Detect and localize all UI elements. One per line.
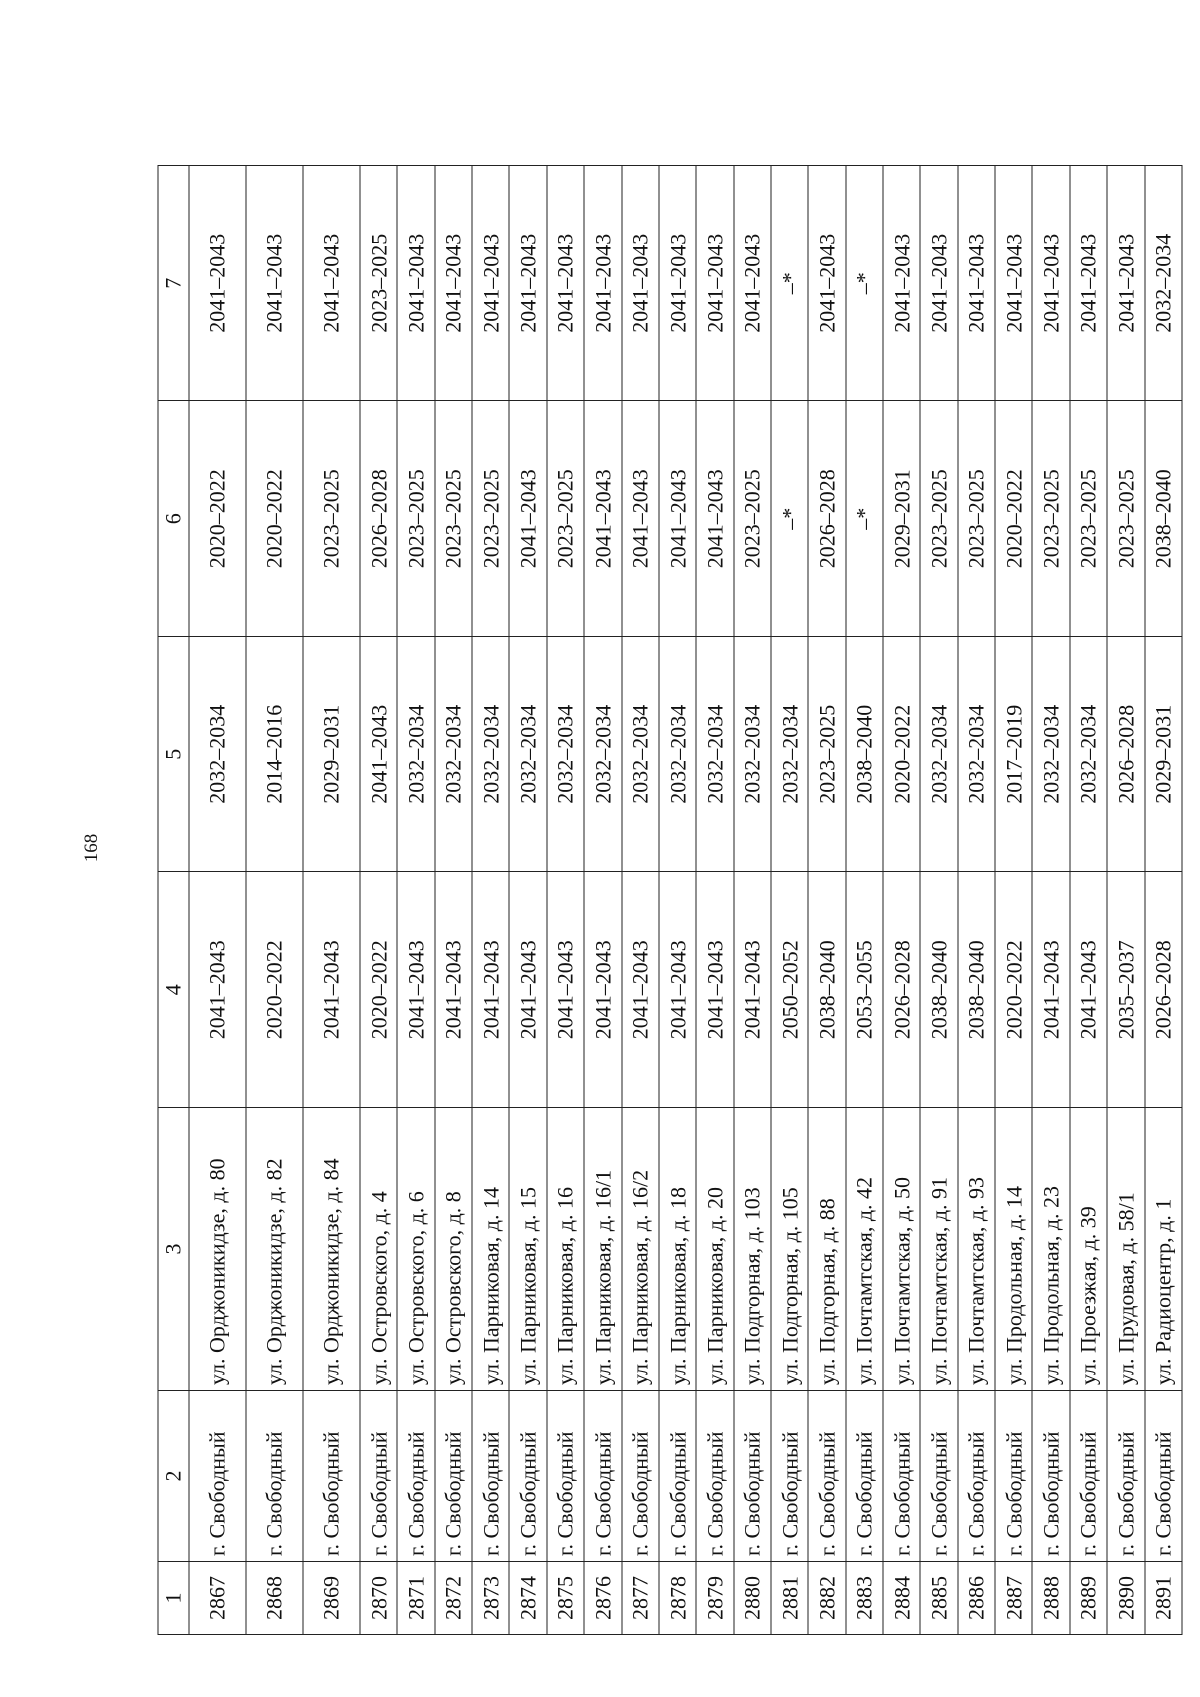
period-cell-7: 2041–2043 — [189, 166, 246, 402]
table-row — [246, 166, 303, 1635]
address-cell: ул. Парниковая, д. 15 — [509, 1108, 546, 1391]
period-cell-6: 2023–2025 — [472, 401, 509, 637]
city-cell: г. Свободный — [1107, 1391, 1144, 1562]
table-row — [1032, 166, 1069, 1635]
row-number: 2878 — [659, 1562, 696, 1635]
period-cell-7: 2041–2043 — [622, 166, 659, 402]
row-number: 2887 — [995, 1562, 1032, 1635]
period-cell-4: 2038–2040 — [808, 872, 845, 1108]
row-number: 2881 — [771, 1562, 808, 1635]
period-cell-4: 2041–2043 — [472, 872, 509, 1108]
period-cell-7: –* — [771, 166, 808, 402]
city-cell: г. Свободный — [303, 1391, 360, 1562]
row-number: 2880 — [734, 1562, 771, 1635]
period-cell-6: 2020–2022 — [995, 401, 1032, 637]
period-cell-7: 2041–2043 — [303, 166, 360, 402]
period-cell-4: 2041–2043 — [397, 872, 434, 1108]
address-cell: ул. Островского, д. 4 — [360, 1108, 397, 1391]
city-cell: г. Свободный — [920, 1391, 957, 1562]
period-cell-5: 2014–2016 — [246, 637, 303, 873]
city-cell: г. Свободный — [1032, 1391, 1069, 1562]
period-cell-7: 2041–2043 — [995, 166, 1032, 402]
address-cell: ул. Почтамтская, д. 93 — [958, 1108, 995, 1391]
period-cell-6: 2023–2025 — [547, 401, 584, 637]
table-row — [397, 166, 434, 1635]
table-row — [696, 166, 733, 1635]
city-cell: г. Свободный — [547, 1391, 584, 1562]
address-cell: ул. Подгорная, д. 103 — [734, 1108, 771, 1391]
address-cell: ул. Парниковая, д. 16/2 — [622, 1108, 659, 1391]
row-number: 2879 — [696, 1562, 733, 1635]
table-row — [808, 166, 845, 1635]
period-cell-4: 2026–2028 — [1145, 872, 1182, 1108]
period-cell-5: 2032–2034 — [734, 637, 771, 873]
period-cell-7: 2041–2043 — [920, 166, 957, 402]
period-cell-6: 2041–2043 — [696, 401, 733, 637]
address-cell: ул. Продольная, д. 23 — [1032, 1108, 1069, 1391]
period-cell-5: 2038–2040 — [846, 637, 883, 873]
table-row — [1070, 166, 1107, 1635]
address-cell: ул. Орджоникидзе, д. 82 — [246, 1108, 303, 1391]
period-cell-4: 2041–2043 — [189, 872, 246, 1108]
row-number: 2890 — [1107, 1562, 1144, 1635]
address-cell: ул. Почтамтская, д. 42 — [846, 1108, 883, 1391]
period-cell-7: 2041–2043 — [696, 166, 733, 402]
period-cell-6: 2023–2025 — [920, 401, 957, 637]
row-number: 2874 — [509, 1562, 546, 1635]
address-cell: ул. Подгорная, д. 105 — [771, 1108, 808, 1391]
period-cell-6: 2026–2028 — [360, 401, 397, 637]
table-row — [846, 166, 883, 1635]
period-cell-5: 2026–2028 — [1107, 637, 1144, 873]
table-row — [509, 166, 546, 1635]
period-cell-5: 2032–2034 — [1032, 637, 1069, 873]
table-row — [303, 166, 360, 1635]
period-cell-5: 2032–2034 — [584, 637, 621, 873]
period-cell-7: 2023–2025 — [360, 166, 397, 402]
period-cell-6: 2041–2043 — [622, 401, 659, 637]
period-cell-4: 2041–2043 — [659, 872, 696, 1108]
period-cell-6: 2026–2028 — [808, 401, 845, 637]
period-cell-5: 2032–2034 — [771, 637, 808, 873]
city-cell: г. Свободный — [958, 1391, 995, 1562]
page-number: 168 — [81, 833, 102, 863]
address-cell: ул. Почтамтская, д. 91 — [920, 1108, 957, 1391]
row-number: 2891 — [1145, 1562, 1182, 1635]
period-cell-7: –* — [846, 166, 883, 402]
period-cell-6: 2023–2025 — [397, 401, 434, 637]
period-cell-6: 2023–2025 — [1032, 401, 1069, 637]
row-number: 2871 — [397, 1562, 434, 1635]
row-number: 2872 — [435, 1562, 472, 1635]
period-cell-4: 2041–2043 — [622, 872, 659, 1108]
period-cell-4: 2020–2022 — [360, 872, 397, 1108]
row-number: 2868 — [246, 1562, 303, 1635]
row-number: 2876 — [584, 1562, 621, 1635]
period-cell-6: –* — [846, 401, 883, 637]
table-row — [189, 166, 246, 1635]
table-row — [958, 166, 995, 1635]
period-cell-5: 2032–2034 — [696, 637, 733, 873]
city-cell: г. Свободный — [808, 1391, 845, 1562]
city-cell: г. Свободный — [883, 1391, 920, 1562]
period-cell-5: 2032–2034 — [622, 637, 659, 873]
table-row — [771, 166, 808, 1635]
address-cell: ул. Орджоникидзе, д. 84 — [303, 1108, 360, 1391]
period-cell-7: 2041–2043 — [435, 166, 472, 402]
period-cell-7: 2041–2043 — [659, 166, 696, 402]
row-number: 2870 — [360, 1562, 397, 1635]
address-cell: ул. Подгорная, д. 88 — [808, 1108, 845, 1391]
row-number: 2889 — [1070, 1562, 1107, 1635]
period-cell-5: 2032–2034 — [958, 637, 995, 873]
period-cell-7: 2041–2043 — [397, 166, 434, 402]
period-cell-5: 2020–2022 — [883, 637, 920, 873]
period-cell-4: 2041–2043 — [303, 872, 360, 1108]
address-cell: ул. Островского, д. 8 — [435, 1108, 472, 1391]
row-number: 2873 — [472, 1562, 509, 1635]
period-cell-7: 2041–2043 — [246, 166, 303, 402]
period-cell-4: 2050–2052 — [771, 872, 808, 1108]
period-cell-6: 2023–2025 — [958, 401, 995, 637]
city-cell: г. Свободный — [509, 1391, 546, 1562]
city-cell: г. Свободный — [1070, 1391, 1107, 1562]
city-cell: г. Свободный — [659, 1391, 696, 1562]
col-header-7: 7 — [158, 166, 189, 402]
period-cell-4: 2041–2043 — [435, 872, 472, 1108]
row-number: 2875 — [547, 1562, 584, 1635]
city-cell: г. Свободный — [696, 1391, 733, 1562]
col-header-6: 6 — [158, 401, 189, 637]
period-cell-7: 2041–2043 — [808, 166, 845, 402]
period-cell-5: 2032–2034 — [435, 637, 472, 873]
col-header-5: 5 — [158, 637, 189, 873]
period-cell-4: 2041–2043 — [509, 872, 546, 1108]
period-cell-4: 2041–2043 — [734, 872, 771, 1108]
period-cell-7: 2041–2043 — [1032, 166, 1069, 402]
period-cell-4: 2038–2040 — [920, 872, 957, 1108]
period-cell-7: 2041–2043 — [734, 166, 771, 402]
city-cell: г. Свободный — [622, 1391, 659, 1562]
period-cell-5: 2023–2025 — [808, 637, 845, 873]
row-number: 2886 — [958, 1562, 995, 1635]
city-cell: г. Свободный — [472, 1391, 509, 1562]
city-cell: г. Свободный — [995, 1391, 1032, 1562]
table-row — [435, 166, 472, 1635]
city-cell: г. Свободный — [360, 1391, 397, 1562]
address-cell: ул. Парниковая, д. 18 — [659, 1108, 696, 1391]
city-cell: г. Свободный — [397, 1391, 434, 1562]
period-cell-5: 2032–2034 — [659, 637, 696, 873]
schedule-table — [158, 165, 1183, 1635]
table-row — [883, 166, 920, 1635]
period-cell-4: 2026–2028 — [883, 872, 920, 1108]
period-cell-5: 2032–2034 — [509, 637, 546, 873]
row-number: 2882 — [808, 1562, 845, 1635]
address-cell: ул. Почтамтская, д. 50 — [883, 1108, 920, 1391]
table-body — [189, 166, 1182, 1635]
city-cell: г. Свободный — [584, 1391, 621, 1562]
row-number: 2877 — [622, 1562, 659, 1635]
period-cell-4: 2041–2043 — [1070, 872, 1107, 1108]
period-cell-6: –* — [771, 401, 808, 637]
table-row — [734, 166, 771, 1635]
period-cell-5: 2029–2031 — [303, 637, 360, 873]
address-cell: ул. Радиоцентр, д. 1 — [1145, 1108, 1182, 1391]
city-cell: г. Свободный — [846, 1391, 883, 1562]
period-cell-5: 2041–2043 — [360, 637, 397, 873]
row-number: 2883 — [846, 1562, 883, 1635]
table-row — [584, 166, 621, 1635]
row-number: 2888 — [1032, 1562, 1069, 1635]
address-cell: ул. Парниковая, д. 16 — [547, 1108, 584, 1391]
city-cell: г. Свободный — [771, 1391, 808, 1562]
period-cell-4: 2020–2022 — [995, 872, 1032, 1108]
rotated-table-container — [158, 165, 1183, 1635]
period-cell-6: 2041–2043 — [584, 401, 621, 637]
table-row — [920, 166, 957, 1635]
period-cell-7: 2032–2034 — [1145, 166, 1182, 402]
period-cell-7: 2041–2043 — [883, 166, 920, 402]
period-cell-7: 2041–2043 — [509, 166, 546, 402]
period-cell-6: 2041–2043 — [509, 401, 546, 637]
period-cell-4: 2041–2043 — [547, 872, 584, 1108]
period-cell-4: 2053–2055 — [846, 872, 883, 1108]
period-cell-6: 2023–2025 — [435, 401, 472, 637]
city-cell: г. Свободный — [435, 1391, 472, 1562]
period-cell-6: 2020–2022 — [189, 401, 246, 637]
period-cell-7: 2041–2043 — [1107, 166, 1144, 402]
address-cell: ул. Проезжая, д. 39 — [1070, 1108, 1107, 1391]
period-cell-7: 2041–2043 — [472, 166, 509, 402]
address-cell: ул. Парниковая, д. 16/1 — [584, 1108, 621, 1391]
period-cell-4: 2041–2043 — [696, 872, 733, 1108]
address-cell: ул. Прудовая, д. 58/1 — [1107, 1108, 1144, 1391]
period-cell-5: 2032–2034 — [547, 637, 584, 873]
city-cell: г. Свободный — [1145, 1391, 1182, 1562]
address-cell: ул. Продольная, д. 14 — [995, 1108, 1032, 1391]
row-number: 2867 — [189, 1562, 246, 1635]
period-cell-4: 2038–2040 — [958, 872, 995, 1108]
period-cell-4: 2020–2022 — [246, 872, 303, 1108]
table-row — [995, 166, 1032, 1635]
period-cell-4: 2041–2043 — [584, 872, 621, 1108]
period-cell-5: 2032–2034 — [472, 637, 509, 873]
col-header-2: 2 — [158, 1391, 189, 1562]
period-cell-5: 2029–2031 — [1145, 637, 1182, 873]
period-cell-6: 2023–2025 — [303, 401, 360, 637]
period-cell-6: 2023–2025 — [1070, 401, 1107, 637]
period-cell-5: 2032–2034 — [397, 637, 434, 873]
address-cell: ул. Парниковая, д. 14 — [472, 1108, 509, 1391]
period-cell-4: 2035–2037 — [1107, 872, 1144, 1108]
period-cell-5: 2032–2034 — [1070, 637, 1107, 873]
col-header-3: 3 — [158, 1108, 189, 1391]
period-cell-6: 2023–2025 — [734, 401, 771, 637]
period-cell-5: 2032–2034 — [920, 637, 957, 873]
address-cell: ул. Островского, д. 6 — [397, 1108, 434, 1391]
period-cell-6: 2020–2022 — [246, 401, 303, 637]
period-cell-4: 2041–2043 — [1032, 872, 1069, 1108]
period-cell-7: 2041–2043 — [958, 166, 995, 402]
row-number: 2885 — [920, 1562, 957, 1635]
period-cell-7: 2041–2043 — [1070, 166, 1107, 402]
table-row — [1145, 166, 1182, 1635]
address-cell: ул. Парниковая, д. 20 — [696, 1108, 733, 1391]
city-cell: г. Свободный — [246, 1391, 303, 1562]
header-row — [158, 166, 189, 1635]
table-row — [547, 166, 584, 1635]
period-cell-6: 2029–2031 — [883, 401, 920, 637]
table-row — [622, 166, 659, 1635]
col-header-1: 1 — [158, 1562, 189, 1635]
table-row — [659, 166, 696, 1635]
period-cell-5: 2017–2019 — [995, 637, 1032, 873]
col-header-4: 4 — [158, 872, 189, 1108]
row-number: 2869 — [303, 1562, 360, 1635]
period-cell-6: 2038–2040 — [1145, 401, 1182, 637]
period-cell-5: 2032–2034 — [189, 637, 246, 873]
row-number: 2884 — [883, 1562, 920, 1635]
table-row — [360, 166, 397, 1635]
period-cell-6: 2041–2043 — [659, 401, 696, 637]
table-row — [472, 166, 509, 1635]
period-cell-6: 2023–2025 — [1107, 401, 1144, 637]
table-row — [1107, 166, 1144, 1635]
city-cell: г. Свободный — [189, 1391, 246, 1562]
period-cell-7: 2041–2043 — [584, 166, 621, 402]
period-cell-7: 2041–2043 — [547, 166, 584, 402]
address-cell: ул. Орджоникидзе, д. 80 — [189, 1108, 246, 1391]
city-cell: г. Свободный — [734, 1391, 771, 1562]
